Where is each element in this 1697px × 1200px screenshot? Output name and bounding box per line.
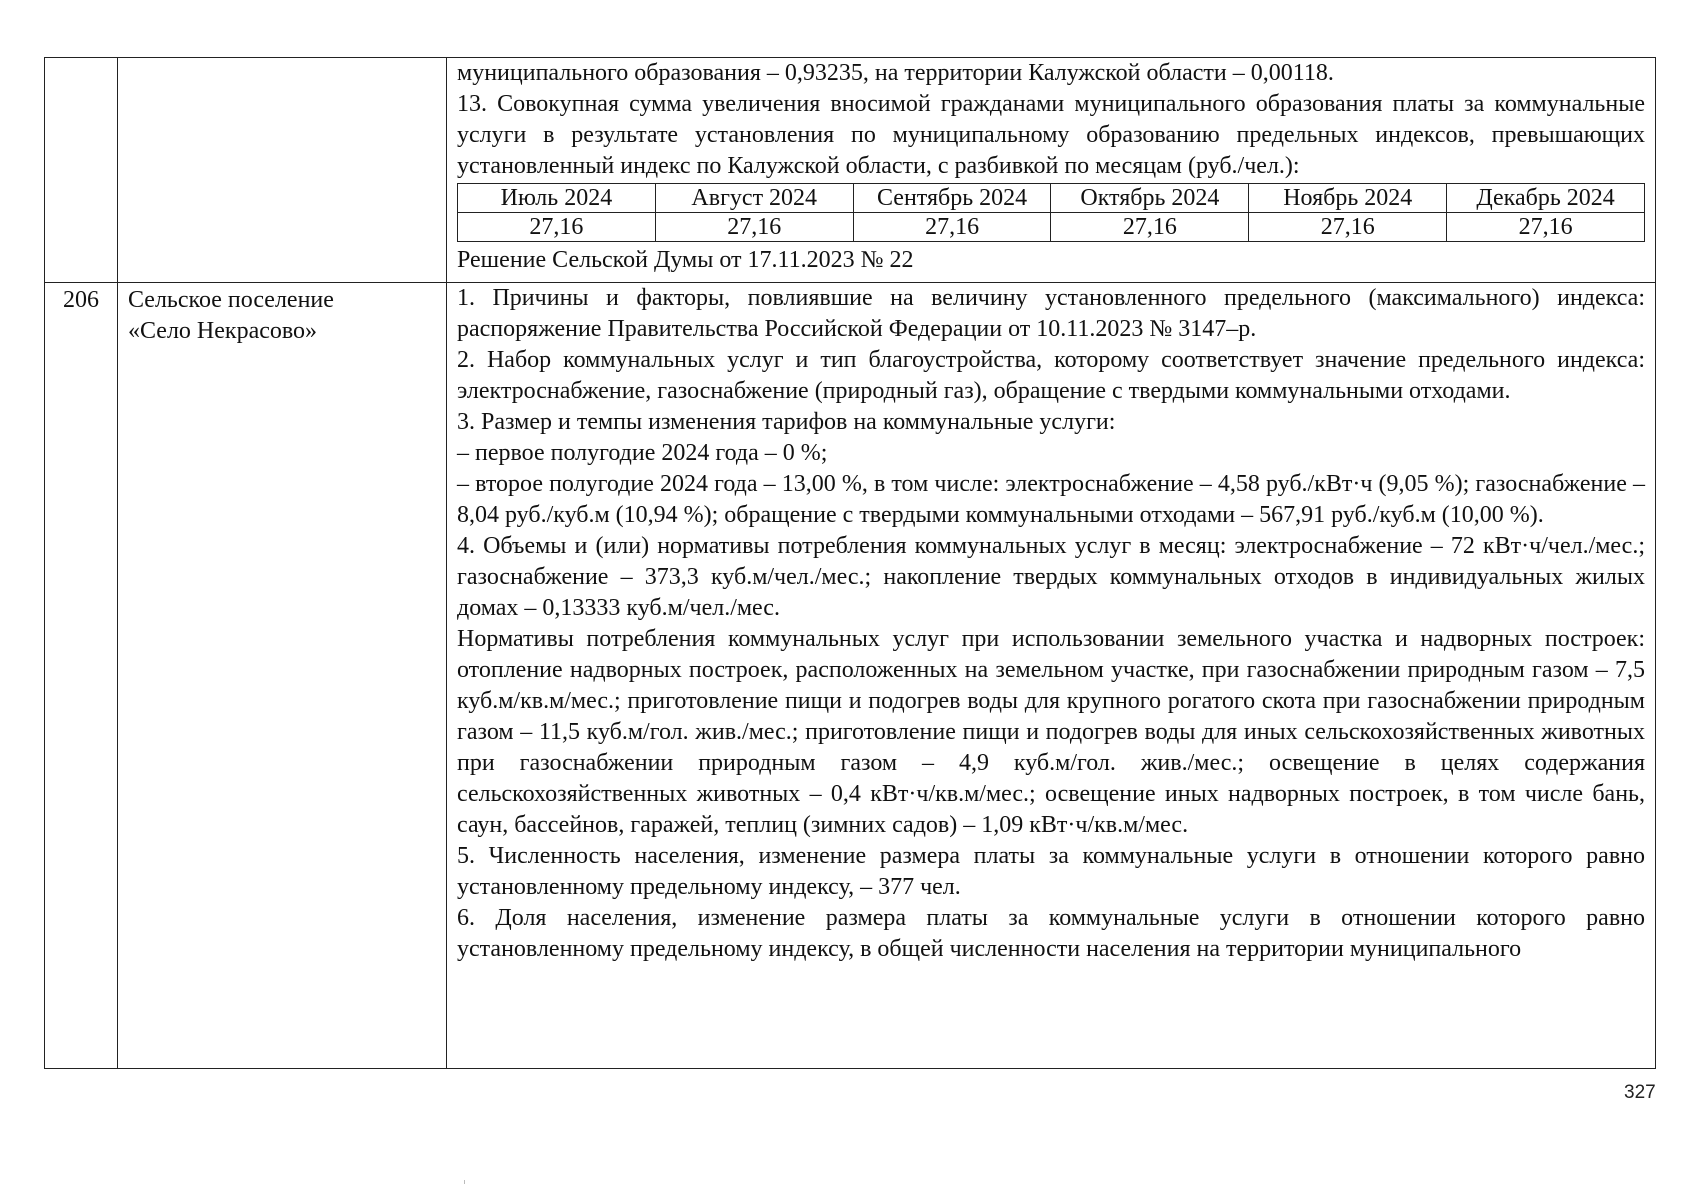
month-value: 27,16 [1249, 213, 1447, 242]
paragraph-5: 5. Численность населения, изменение размера платы за коммунальные услуги в отношении которого равно установленному предельному индексу, – 377 чел. [457, 843, 1645, 900]
paragraph-2: 2. Набор коммунальных услуг и тип благоустройства, которому соответствует значение предельного индекса: электроснабжение, газоснабжение (природный газ), обращение с твердыми коммунальными отходами. [457, 347, 1645, 404]
month-value: 27,16 [1051, 213, 1249, 242]
month-header: Октябрь 2024 [1051, 184, 1249, 213]
month-header: Август 2024 [655, 184, 853, 213]
months-value-row [458, 213, 1645, 242]
month-value: 27,16 [458, 213, 656, 242]
months-header-row [458, 184, 1645, 213]
details-cell [447, 283, 1656, 1069]
table-row [45, 283, 1656, 1069]
municipality-name-cell [118, 283, 447, 1069]
row-number-cell: 206 [45, 283, 118, 1069]
decision-reference: Решение Сельской Думы от 17.11.2023 № 22 [457, 247, 914, 273]
municipal-index-table [44, 57, 1656, 1069]
table-row [45, 58, 1656, 283]
scan-mark [464, 1180, 465, 1184]
paragraph-3-first-half: – первое полугодие 2024 года – 0 %; [457, 440, 828, 466]
paragraph-4: 4. Объемы и (или) нормативы потребления коммунальных услуг в месяц: электроснабжение – 72 кВт·ч/чел./мес.; газоснабжение – 373,3 куб.м/чел./мес.; накопление твердых коммунальных отходов в индивидуальных жилых домах – 0,13333 куб.м/чел./мес. [457, 533, 1645, 621]
municipality-type: Сельское поселение [128, 287, 334, 313]
monthly-sum-table [457, 183, 1645, 242]
month-header: Декабрь 2024 [1447, 184, 1645, 213]
paragraph-3: 3. Размер и темпы изменения тарифов на коммунальные услуги: [457, 409, 1116, 435]
paragraph-1: 1. Причины и факторы, повлиявшие на величину установленного предельного (максимального) индекса: распоряжение Правительства Российской Федерации от 10.11.2023 № 3147–р. [457, 285, 1645, 342]
paragraph-6: 6. Доля населения, изменение размера платы за коммунальные услуги в отношении которого равно установленному предельному индексу, в общей численности населения на территории муниципального [457, 905, 1645, 962]
page-number: 327 [1624, 1082, 1656, 1103]
municipality-name-cell [118, 58, 447, 283]
month-header: Ноябрь 2024 [1249, 184, 1447, 213]
row-number-cell [45, 58, 118, 283]
paragraph-3-second-half: – второе полугодие 2024 года – 13,00 %, в том числе: электроснабжение – 4,58 руб./кВт·ч (9,05 %); газоснабжение – 8,04 руб./куб.м (10,94 %); обращение с твердыми коммунальными отходами – 567,91 руб./куб.м (10,00 %). [457, 471, 1645, 528]
paragraph-norms: Нормативы потребления коммунальных услуг при использовании земельного участка и надворных построек: отопление надворных построек, расположенных на земельном участке, при газоснабжении природным газом – 7,5 куб.м/кв.м/мес.; приготовление пищи и подогрев воды для крупного рогатого скота при газоснабжении природным газом – 11,5 куб.м/гол. жив./мес.; приготовление пищи и подогрев воды для иных сельскохозяйственных животных при газоснабжении природным газом – 4,9 куб.м/гол. жив./мес.; освещение в целях содержания сельскохозяйственных животных – 0,4 кВт·ч/кв.м/мес.; освещение иных надворных построек, в том числе бань, саун, бассейнов, гаражей, теплиц (зимних садов) – 1,09 кВт·ч/кв.м/мес. [457, 626, 1645, 838]
month-value: 27,16 [655, 213, 853, 242]
municipality-name: «Село Некрасово» [128, 318, 318, 344]
details-cell [447, 58, 1656, 283]
month-header: Сентябрь 2024 [853, 184, 1051, 213]
month-value: 27,16 [853, 213, 1051, 242]
month-header: Июль 2024 [458, 184, 656, 213]
text-line: муниципального образования – 0,93235, на территории Калужской области – 0,00118. [457, 60, 1334, 86]
paragraph-13: 13. Совокупная сумма увеличения вносимой гражданами муниципального образования платы за коммунальные услуги в результате установления по муниципальному образованию предельных индексов, превышающих установленный индекс по Калужской области, с разбивкой по месяцам (руб./чел.): [457, 91, 1645, 179]
month-value: 27,16 [1447, 213, 1645, 242]
